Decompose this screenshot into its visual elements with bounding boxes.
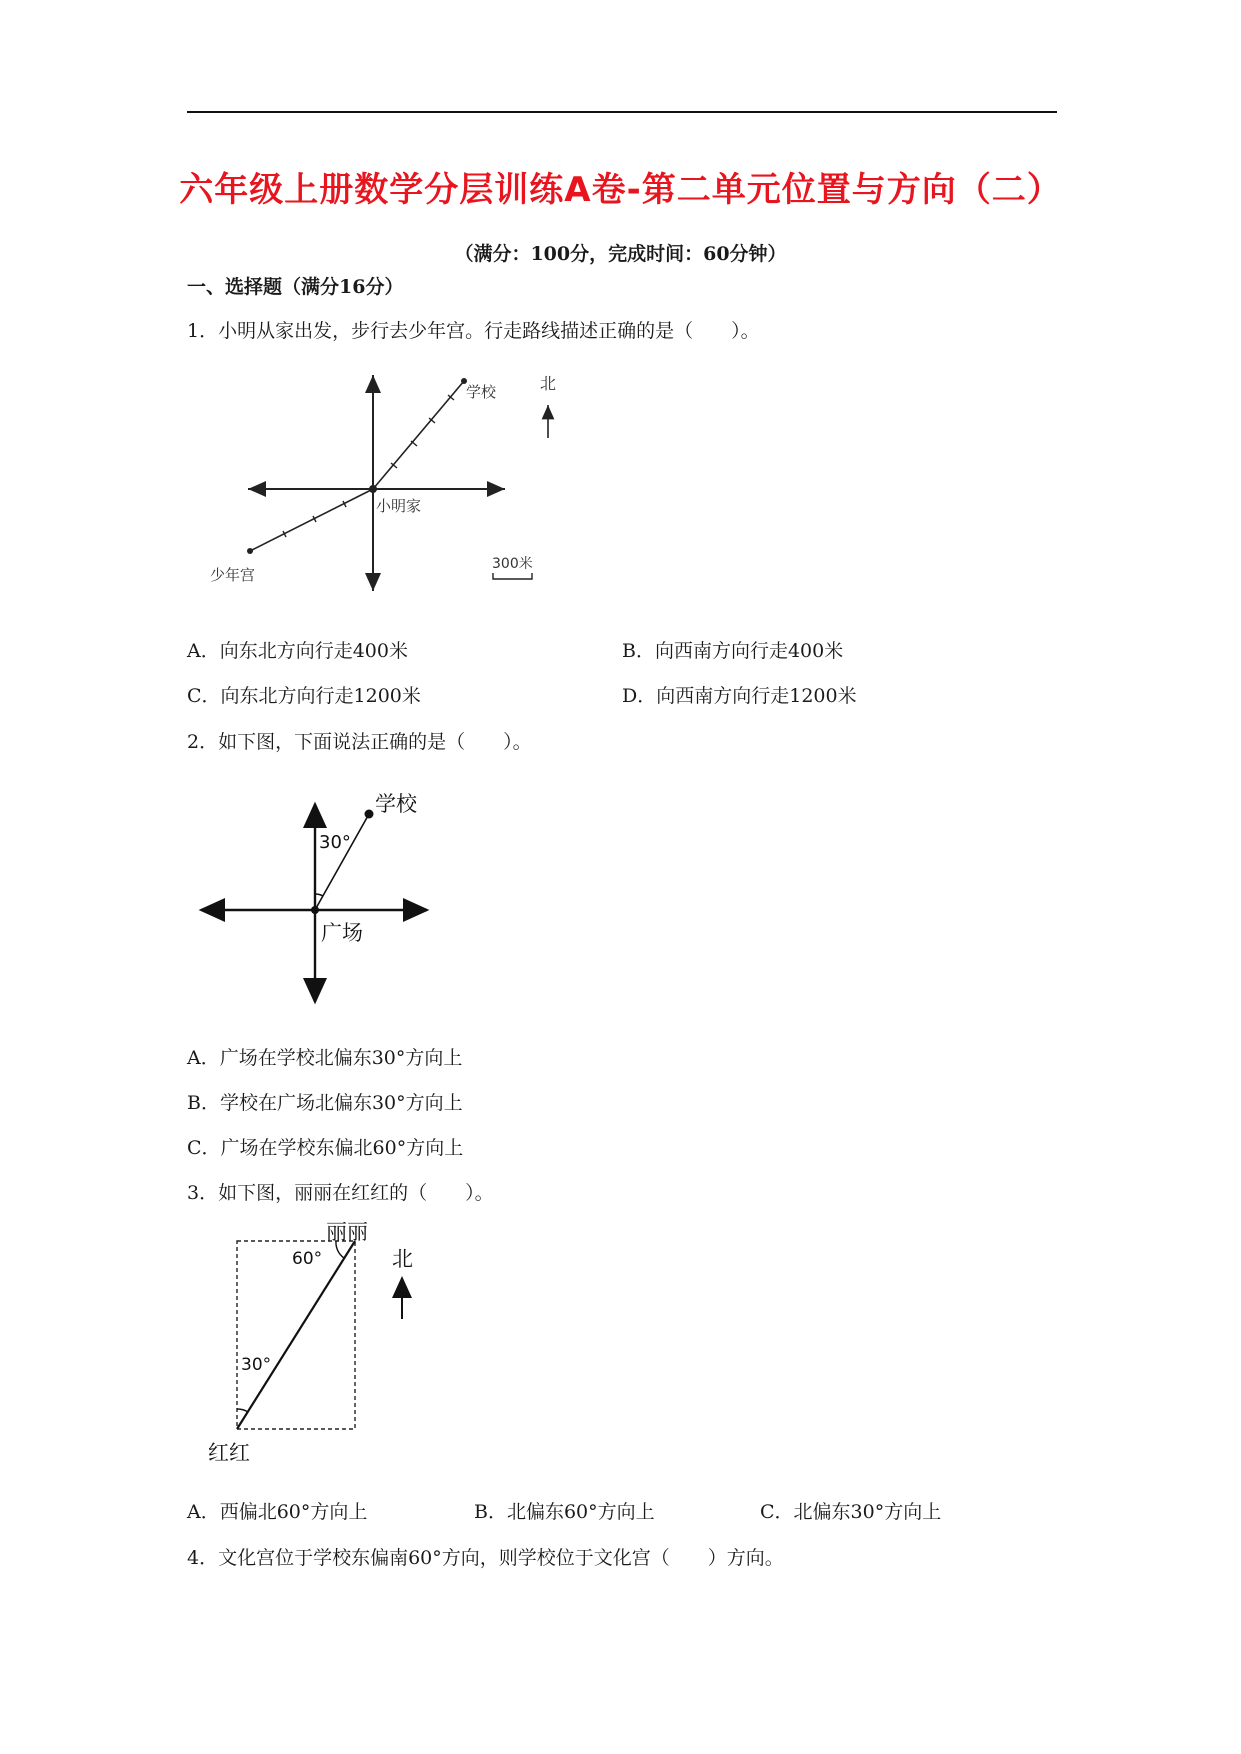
question-4-stem: 4．文化宫位于学校东偏南60°方向，则学校位于文化宫（ ）方向。	[187, 1547, 784, 1569]
question-3-option-a[interactable]: A．西偏北60°方向上	[187, 1501, 368, 1523]
question-3-figure	[200, 1222, 440, 1467]
school-label: 学校	[466, 383, 497, 401]
square-label: 广场	[321, 921, 363, 945]
question-1-option-d[interactable]: D．向西南方向行走1200米	[622, 685, 857, 707]
question-2-figure	[195, 780, 455, 1010]
question-3-option-c[interactable]: C．北偏东30°方向上	[760, 1501, 942, 1523]
angle-top-label: 60°	[292, 1249, 323, 1269]
question-2-option-c[interactable]: C．广场在学校东偏北60°方向上	[187, 1137, 464, 1159]
north-label: 北	[392, 1247, 413, 1271]
question-1-figure	[200, 365, 560, 605]
question-1-option-a[interactable]: A．向东北方向行走400米	[187, 640, 408, 662]
question-2-option-a[interactable]: A．广场在学校北偏东30°方向上	[187, 1047, 463, 1069]
section-title: 一、选择题（满分16分）	[187, 276, 404, 298]
question-3-option-b[interactable]: B．北偏东60°方向上	[474, 1501, 655, 1523]
scale-label: 300米	[492, 556, 533, 572]
north-label: 北	[540, 374, 557, 393]
route-to-palace	[250, 489, 373, 551]
scale-bar	[493, 573, 532, 579]
school-label: 学校	[375, 792, 417, 816]
home-point	[369, 485, 377, 493]
page-subtitle: （满分：100分，完成时间：60分钟）	[454, 243, 787, 265]
angle-label: 30°	[319, 832, 351, 853]
angle-bottom-label: 30°	[241, 1355, 272, 1375]
palace-point	[247, 548, 253, 554]
school-point	[365, 810, 374, 819]
question-1-stem: 1．小明从家出发，步行去少年宫。行走路线描述正确的是（ ）。	[187, 320, 760, 342]
angle-arc	[315, 894, 323, 896]
palace-label: 少年宫	[210, 566, 256, 584]
question-1-option-b[interactable]: B．向西南方向行走400米	[622, 640, 844, 662]
home-label: 小明家	[376, 497, 422, 515]
question-2-stem: 2．如下图，下面说法正确的是（ ）。	[187, 731, 532, 753]
question-3-stem: 3．如下图，丽丽在红红的（ ）。	[187, 1182, 494, 1204]
question-2-option-b[interactable]: B．学校在广场北偏东30°方向上	[187, 1092, 463, 1114]
header-rule	[187, 111, 1057, 113]
square-point	[311, 906, 319, 914]
hong-label: 红红	[208, 1441, 250, 1465]
lili-label: 丽丽	[326, 1222, 368, 1244]
question-1-option-c[interactable]: C．向东北方向行走1200米	[187, 685, 421, 707]
line-hong-to-lili	[237, 1241, 355, 1429]
angle-arc-bottom	[237, 1409, 248, 1412]
page-title: 六年级上册数学分层训练A卷-第二单元位置与方向（二）	[179, 170, 1062, 210]
